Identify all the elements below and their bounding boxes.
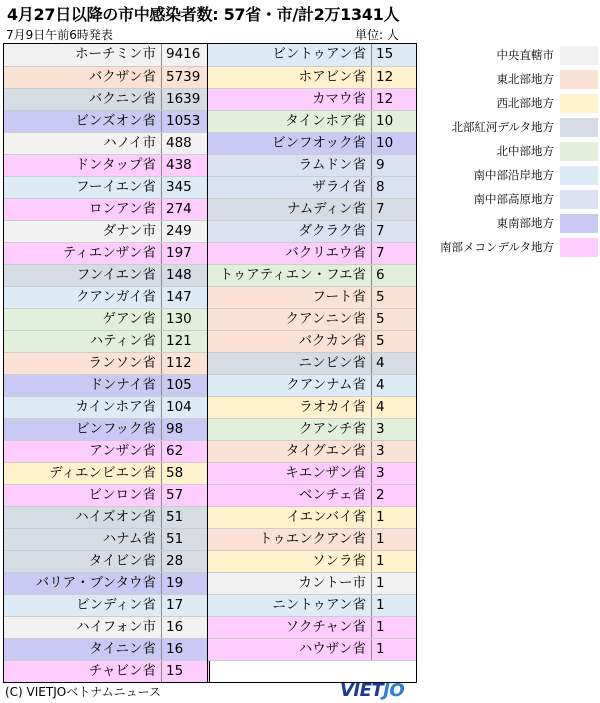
case-count: 10 [371, 111, 416, 132]
announcement-date: 7月9日午前6時発表 [6, 28, 113, 42]
legend-item [428, 163, 600, 187]
table-row [208, 440, 416, 462]
case-count: 1 [371, 529, 416, 550]
case-count: 5739 [161, 67, 209, 88]
case-count: 104 [161, 397, 209, 418]
case-count: 488 [161, 133, 209, 154]
case-count: 16 [161, 617, 209, 638]
province-name: イエンバイ省 [208, 507, 371, 528]
table-row [4, 594, 209, 616]
case-count: 58 [161, 463, 209, 484]
province-name: ラオカイ省 [208, 397, 371, 418]
table-row [208, 374, 416, 396]
case-count: 51 [161, 529, 209, 550]
province-name: ハイフォン市 [4, 617, 161, 638]
table-row [4, 418, 209, 440]
case-count: 7 [371, 199, 416, 220]
case-count: 130 [161, 309, 209, 330]
legend-swatch [560, 70, 598, 89]
legend-label: 南中部高原地方 [473, 192, 554, 206]
table-row [4, 440, 209, 462]
province-name: クアンナム省 [208, 375, 371, 396]
copyright-footer: (C) VIETJOベトナムニュース [5, 685, 162, 699]
case-count: 19 [161, 573, 209, 594]
legend-swatch [560, 46, 598, 65]
table-row [208, 220, 416, 242]
table-row [4, 198, 209, 220]
table-row [208, 330, 416, 352]
province-name: バリア・ブンタウ省 [4, 573, 161, 594]
province-name: ダクラク省 [208, 221, 371, 242]
legend-swatch [560, 238, 598, 257]
case-count: 5 [371, 309, 416, 330]
province-name: ビンディン省 [4, 595, 161, 616]
table-row [208, 154, 416, 176]
table-row [4, 308, 209, 330]
case-count: 1 [371, 639, 416, 660]
case-count: 112 [161, 353, 209, 374]
table-row [208, 198, 416, 220]
province-name: ナムディン省 [208, 199, 371, 220]
table-row [208, 594, 416, 616]
province-name: タイニン省 [4, 639, 161, 660]
table-row [4, 484, 209, 506]
table-row [4, 286, 209, 308]
legend-item [428, 91, 600, 115]
legend-item [428, 187, 600, 211]
province-name: ダナン市 [4, 221, 161, 242]
table-row [4, 616, 209, 638]
province-name: ラムドン省 [208, 155, 371, 176]
case-count: 147 [161, 287, 209, 308]
province-name: ハナム省 [4, 529, 161, 550]
legend-label: 東南部地方 [496, 216, 554, 230]
legend-swatch [560, 118, 598, 137]
case-count: 28 [161, 551, 209, 572]
province-name: ホーチミン市 [4, 44, 161, 66]
case-count: 17 [161, 595, 209, 616]
province-name: ベンチェ省 [208, 485, 371, 506]
legend-label: 西北部地方 [496, 96, 554, 110]
case-count: 105 [161, 375, 209, 396]
province-name: ニンビン省 [208, 353, 371, 374]
table-row [208, 242, 416, 264]
province-name: ハノイ市 [4, 133, 161, 154]
table-row [208, 264, 416, 286]
case-count: 1 [371, 573, 416, 594]
province-name: バクリエウ省 [208, 243, 371, 264]
legend-label: 南部メコンデルタ地方 [440, 240, 554, 254]
province-name: ロンアン省 [4, 199, 161, 220]
province-name: ビンズオン省 [4, 111, 161, 132]
table-row [208, 176, 416, 198]
case-count: 6 [371, 265, 416, 286]
case-count: 7 [371, 243, 416, 264]
table-row [208, 110, 416, 132]
province-name: ビンフック省 [4, 419, 161, 440]
province-name: クアンチ省 [208, 419, 371, 440]
province-name: キエンザン省 [208, 463, 371, 484]
province-name: ティエンザン省 [4, 243, 161, 264]
logo-text-viet: VIET [340, 680, 384, 701]
table-row [4, 352, 209, 374]
case-count: 51 [161, 507, 209, 528]
table-row [208, 44, 416, 66]
table-row [4, 572, 209, 594]
vietjo-logo [340, 680, 404, 701]
case-count: 5 [371, 331, 416, 352]
table-row [4, 154, 209, 176]
case-count: 15 [161, 661, 209, 682]
case-count: 15 [371, 44, 416, 66]
case-count: 57 [161, 485, 209, 506]
case-count: 9 [371, 155, 416, 176]
case-count: 1 [371, 595, 416, 616]
province-name: バクザン省 [4, 67, 161, 88]
table-left-column [3, 43, 210, 683]
table-row [208, 616, 416, 638]
province-name: ビンロン省 [4, 485, 161, 506]
case-count: 345 [161, 177, 209, 198]
case-count: 3 [371, 463, 416, 484]
table-row [4, 110, 209, 132]
table-row [4, 132, 209, 154]
province-name: クアンガイ省 [4, 287, 161, 308]
empty-row [208, 660, 416, 682]
province-name: トゥエンクアン省 [208, 529, 371, 550]
case-count: 197 [161, 243, 209, 264]
case-count: 1639 [161, 89, 209, 110]
legend-item [428, 235, 600, 259]
table-row [208, 308, 416, 330]
legend-label: 南中部沿岸地方 [473, 168, 554, 182]
table-row [208, 396, 416, 418]
table-row [208, 506, 416, 528]
table-row [4, 330, 209, 352]
province-name: タイビン省 [4, 551, 161, 572]
province-name: カントー市 [208, 573, 371, 594]
case-count: 4 [371, 397, 416, 418]
province-name: タイグエン省 [208, 441, 371, 462]
table-right-column [207, 43, 417, 683]
table-row [4, 66, 209, 88]
table-row [4, 88, 209, 110]
legend-item [428, 67, 600, 91]
legend-item [428, 43, 600, 67]
case-count: 3 [371, 419, 416, 440]
table-row [208, 484, 416, 506]
legend-swatch [560, 142, 598, 161]
logo-text-jo: JO [383, 680, 405, 701]
legend-label: 東北部地方 [496, 72, 554, 86]
case-count: 438 [161, 155, 209, 176]
province-name: タインホア省 [208, 111, 371, 132]
case-count: 1 [371, 551, 416, 572]
province-name: ソンラ省 [208, 551, 371, 572]
province-name: ニントゥアン省 [208, 595, 371, 616]
table-row [4, 220, 209, 242]
table-row [4, 176, 209, 198]
province-name: ハウザン省 [208, 639, 371, 660]
table-row [208, 418, 416, 440]
province-name: アンザン省 [4, 441, 161, 462]
table-row [208, 88, 416, 110]
province-name: カマウ省 [208, 89, 371, 110]
table-row [208, 462, 416, 484]
legend-label: 中央直轄市 [496, 48, 554, 62]
legend-item [428, 139, 600, 163]
table-row [208, 572, 416, 594]
table-row [4, 396, 209, 418]
case-count: 1 [371, 507, 416, 528]
province-name: ハティン省 [4, 331, 161, 352]
province-name: ザライ省 [208, 177, 371, 198]
case-count: 7 [371, 221, 416, 242]
case-count: 10 [371, 133, 416, 154]
case-count: 4 [371, 375, 416, 396]
case-count: 121 [161, 331, 209, 352]
legend-swatch [560, 166, 598, 185]
province-name: ドンタップ省 [4, 155, 161, 176]
province-name: フート省 [208, 287, 371, 308]
unit-label: 単位: 人 [355, 28, 399, 42]
province-name: ゲアン省 [4, 309, 161, 330]
province-name: ビントゥアン省 [208, 44, 371, 66]
province-name: ディエンビエン省 [4, 463, 161, 484]
legend-item [428, 211, 600, 235]
province-name: ランソン省 [4, 353, 161, 374]
legend-swatch [560, 190, 598, 209]
case-count: 148 [161, 265, 209, 286]
province-name: チャビン省 [4, 661, 161, 682]
province-name: バクニン省 [4, 89, 161, 110]
table-row [4, 242, 209, 264]
table-row [4, 506, 209, 528]
case-count: 2 [371, 485, 416, 506]
table-row [208, 66, 416, 88]
table-row [208, 550, 416, 572]
table-row [4, 638, 209, 660]
legend-swatch [560, 94, 598, 113]
case-count: 8 [371, 177, 416, 198]
case-count: 12 [371, 89, 416, 110]
province-name: ホアビン省 [208, 67, 371, 88]
case-count: 1053 [161, 111, 209, 132]
region-legend [428, 43, 600, 259]
case-count: 12 [371, 67, 416, 88]
case-count: 16 [161, 639, 209, 660]
legend-label: 北中部地方 [496, 144, 554, 158]
case-count: 5 [371, 287, 416, 308]
province-name: ハイズオン省 [4, 507, 161, 528]
legend-label: 北部紅河デルタ地方 [451, 120, 554, 134]
province-name: バクカン省 [208, 331, 371, 352]
province-name: フーイエン省 [4, 177, 161, 198]
table-row [208, 352, 416, 374]
table-row [4, 462, 209, 484]
table-row [4, 264, 209, 286]
province-name: ソクチャン省 [208, 617, 371, 638]
chart-title: 4月27日以降の市中感染者数: 57省・市/計2万1341人 [7, 5, 400, 24]
table-row [4, 528, 209, 550]
province-name: クアンニン省 [208, 309, 371, 330]
province-name: ビンフオック省 [208, 133, 371, 154]
case-count: 3 [371, 441, 416, 462]
case-count: 62 [161, 441, 209, 462]
case-count: 98 [161, 419, 209, 440]
legend-item [428, 115, 600, 139]
table-row [4, 374, 209, 396]
province-name: カインホア省 [4, 397, 161, 418]
case-count: 274 [161, 199, 209, 220]
legend-swatch [560, 214, 598, 233]
table-row [4, 660, 209, 682]
province-name: トゥアティエン・フエ省 [208, 265, 371, 286]
province-name: ドンナイ省 [4, 375, 161, 396]
table-row [208, 132, 416, 154]
table-row [4, 44, 209, 66]
province-name: フンイエン省 [4, 265, 161, 286]
case-count: 4 [371, 353, 416, 374]
table-row [208, 286, 416, 308]
case-count: 1 [371, 617, 416, 638]
table-row [208, 528, 416, 550]
case-count: 9416 [161, 44, 209, 66]
table-row [208, 638, 416, 660]
case-count: 249 [161, 221, 209, 242]
table-row [4, 550, 209, 572]
